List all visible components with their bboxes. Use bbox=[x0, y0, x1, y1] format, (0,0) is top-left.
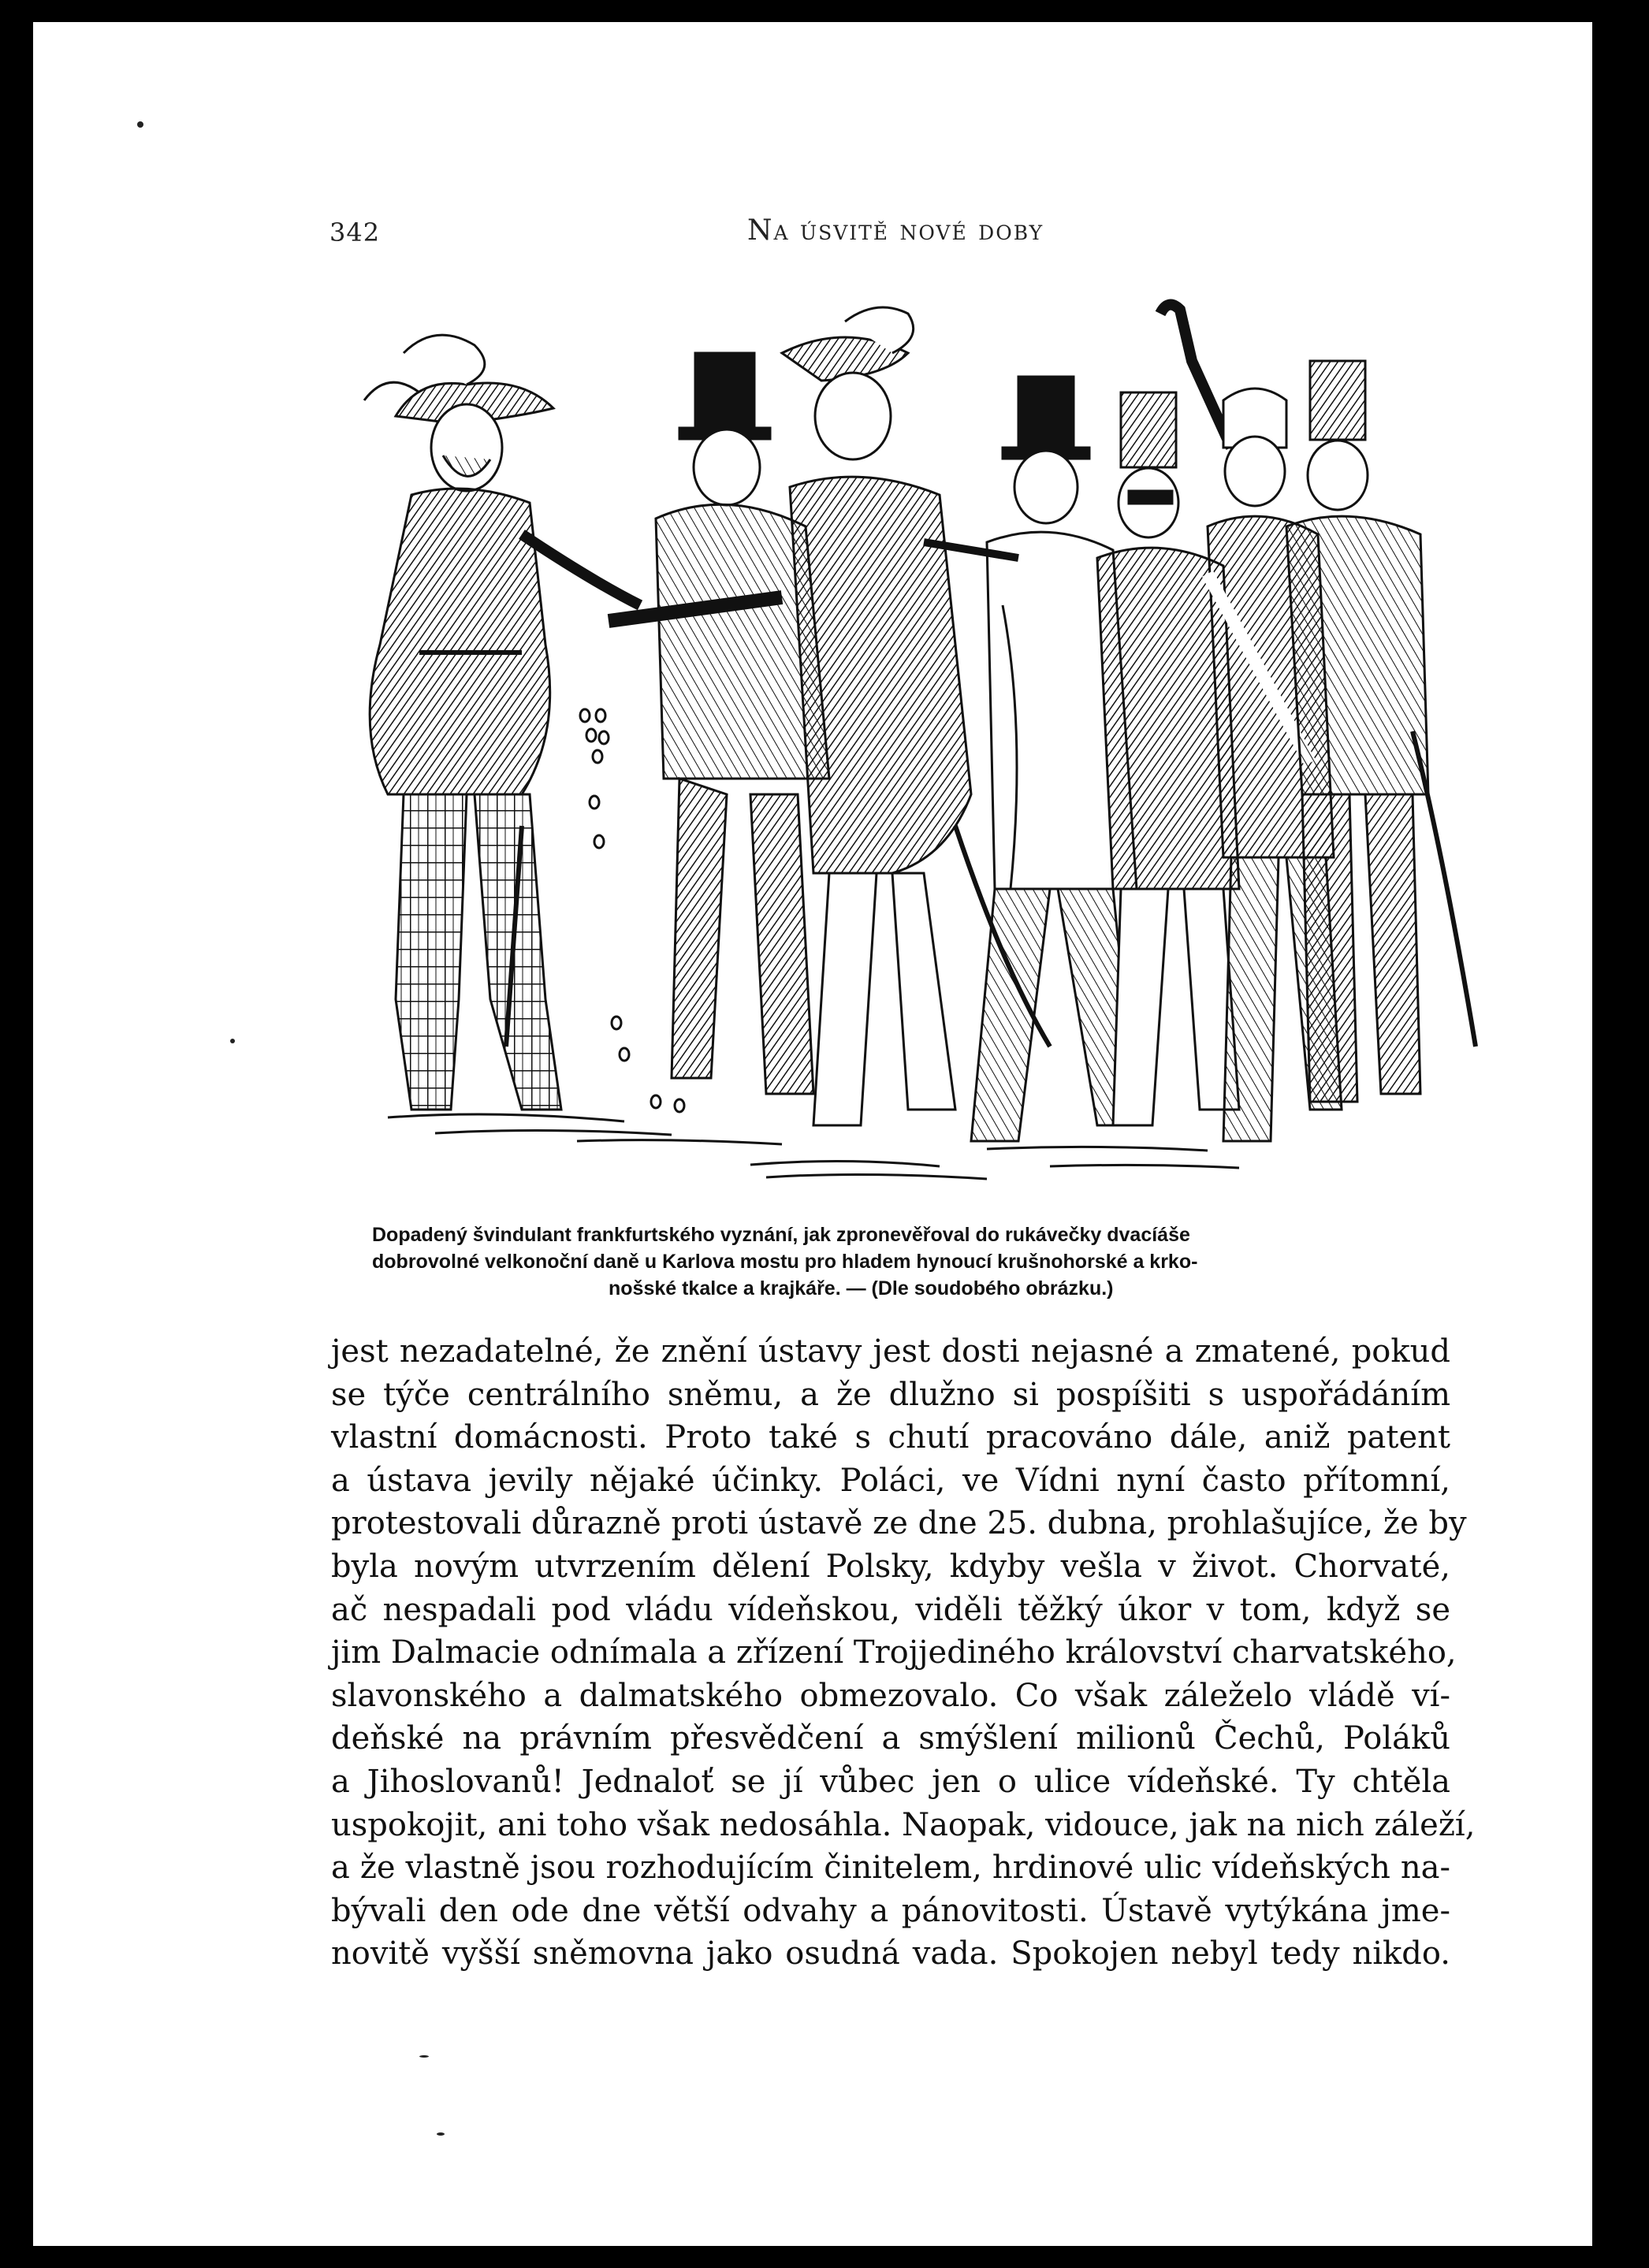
page-number: 342 bbox=[329, 218, 381, 247]
body-line: a Jihoslovanů! Jednaloť se jí vůbec jen o ulice vídeňské. Ty chtěla bbox=[331, 1763, 1450, 1800]
body-line: jim Dalmacie odnímala a zřízení Trojjediného království charvatského, bbox=[331, 1634, 1457, 1671]
body-line: novitě vyšší sněmovna jako osudná vada. Spokojen nebyl tedy nikdo. bbox=[331, 1935, 1450, 1972]
body-line: uspokojit, ani toho však nedosáhla. Naopak, vidouce, jak na nich záleží, bbox=[331, 1806, 1476, 1843]
body-line: ač nespadali pod vládu vídeňskou, viděli těžký úkor v tom, když se bbox=[331, 1591, 1450, 1628]
caption-line: dobrovolné velkonoční daně u Karlova mostu pro hladem hynoucí krušnohorské a krko- bbox=[372, 1251, 1198, 1273]
body-line: protestovali důrazně proti ústavě ze dne 25. dubna, prohlašujíce, že by bbox=[331, 1505, 1467, 1542]
body-line: byla novým utvrzením dělení Polsky, kdyby vešla v život. Chorvaté, bbox=[331, 1548, 1450, 1585]
book-page bbox=[33, 22, 1592, 2246]
paper-speck bbox=[419, 2055, 429, 2058]
paper-speck bbox=[137, 121, 143, 128]
body-line: a že vlastně jsou rozhodujícím činitelem, hrdinové ulic vídeňských na- bbox=[331, 1850, 1450, 1887]
paper-speck bbox=[230, 1039, 235, 1043]
body-line: slavonského a dalmatského obmezovalo. Co však záleželo vládě ví- bbox=[331, 1677, 1450, 1714]
figure-right-soldier bbox=[1286, 361, 1476, 1102]
engraving-illustration bbox=[341, 290, 1483, 1212]
running-header bbox=[329, 214, 1449, 254]
body-line: se týče centrálního sněmu, a že dlužno si pospíšiti s uspořádáním bbox=[331, 1376, 1450, 1413]
body-line: a ústava jevily nějaké účinky. Poláci, ve Vídni nyní často přítomní, bbox=[331, 1462, 1450, 1499]
body-line: deňské na právním přesvědčení a smýšlení milionů Čechů, Poláků bbox=[331, 1720, 1450, 1757]
caption-line: Dopadený švindulant frankfurtského vyznání, jak zpronevěřoval do rukávečky dvacíáše bbox=[372, 1224, 1190, 1246]
body-text bbox=[331, 1330, 1476, 1976]
body-line: vlastní domácnosti. Proto také s chutí pracováno dále, aniž patent bbox=[331, 1419, 1450, 1456]
paper-speck bbox=[437, 2132, 445, 2136]
body-line: bývali den ode dne větší odvahy a pánovitosti. Ústavě vytýkána jme- bbox=[331, 1892, 1450, 1929]
caption-line: nošské tkalce a krajkáře. — (Dle soudobého obrázku.) bbox=[609, 1277, 1114, 1299]
illustration-caption bbox=[372, 1221, 1460, 1302]
running-title: Na úsvitě nové doby bbox=[747, 214, 1044, 247]
body-line: jest nezadatelné, že znění ústavy jest dosti nejasné a zmatené, pokud bbox=[331, 1333, 1450, 1370]
scan-border bbox=[1592, 0, 1649, 2268]
